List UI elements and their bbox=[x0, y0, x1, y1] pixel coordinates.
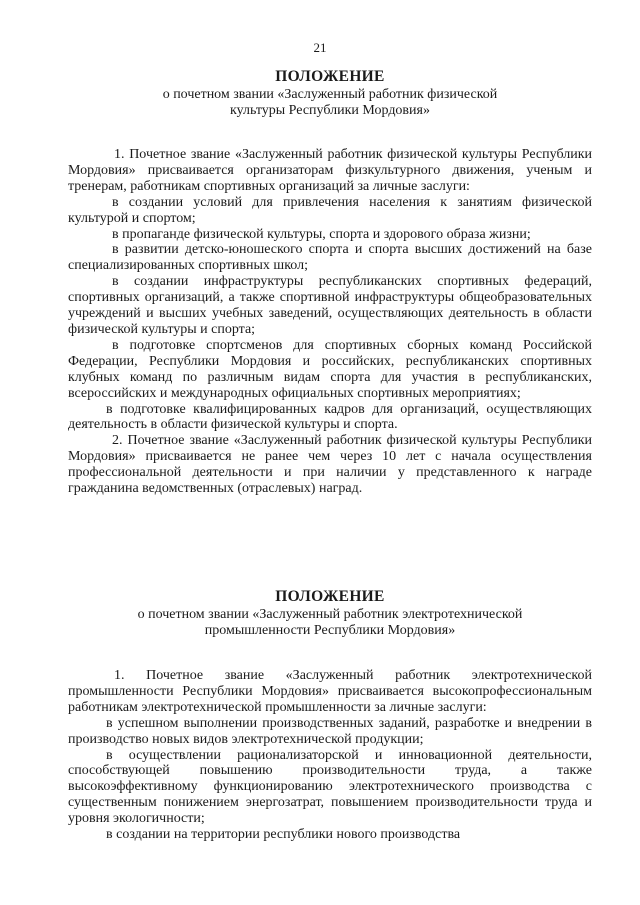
section-subtitle bbox=[68, 607, 592, 639]
paragraph: в пропаганде физической культуры, спорта и здорового образа жизни; bbox=[112, 226, 531, 242]
section-body bbox=[68, 668, 592, 843]
section-title: ПОЛОЖЕНИЕ bbox=[275, 588, 385, 605]
paragraph: в успешном выполнении производственных заданий, разработке и внедрении в производство новых видов электротехнической продукции; bbox=[68, 715, 592, 747]
paragraph: 1. Почетное звание «Заслуженный работник электротехнической промышленности Республики Мордовия» присваивается высокопрофессиональным работникам электротехнической промышленности за личные заслуги: bbox=[68, 668, 592, 715]
paragraph: 1. Почетное звание «Заслуженный работник физической культуры Республики Мордовия» присваивается организаторам физкультурного движения, ученым и тренерам, работникам спортивных организаций за личные заслуги: bbox=[68, 147, 592, 194]
subtitle-line: о почетном звании «Заслуженный работник физической bbox=[162, 87, 498, 102]
paragraph: в создании условий для привлечения населения к занятиям физической культурой и спортом; bbox=[68, 194, 592, 226]
subtitle-line: культуры Республики Мордовия» bbox=[230, 103, 430, 118]
paragraph: в создании инфраструктуры республиканских спортивных федераций, спортивных организаций, а также спортивной инфраструктуры общеобразовательных учреждений и высших учебных заведений, осуществляющих деятельность в области физической культуры и спорта; bbox=[68, 274, 592, 337]
paragraph: в подготовке квалифицированных кадров для организаций, осуществляющих деятельность в области физической культуры и спорта. bbox=[68, 401, 592, 433]
subtitle-line: промышленности Республики Мордовия» bbox=[204, 623, 456, 638]
page-number: 21 bbox=[313, 40, 327, 55]
section-title: ПОЛОЖЕНИЕ bbox=[275, 68, 385, 85]
subtitle-line: о почетном звании «Заслуженный работник электротехнической bbox=[137, 607, 523, 622]
paragraph: в осуществлении рационализаторской и инновационной деятельности, способствующей повышению производительности труда, а также высокоэффективному функционированию электротехнического производства с существенным понижением энергозатрат, повышением производительности труда и уровня экологичности; bbox=[68, 747, 592, 827]
paragraph: 2. Почетное звание «Заслуженный работник физической культуры Республики Мордовия» присваивается не ранее чем через 10 лет с начала осуществления профессиональной деятельности и при наличии у представленного к награде гражданина ведомственных (отраслевых) наград. bbox=[68, 433, 592, 497]
section-body bbox=[68, 147, 592, 497]
section-subtitle bbox=[68, 87, 592, 119]
regulation-section-physical-culture bbox=[68, 68, 592, 497]
paragraph: в развитии детско-юношеского спорта и спорта высших достижений на базе специализированных спортивных школ; bbox=[68, 242, 592, 274]
regulation-section-electrotechnical bbox=[68, 588, 592, 843]
paragraph: в создании на территории республики нового производства bbox=[106, 827, 461, 843]
paragraph: в подготовке спортсменов для спортивных сборных команд Российской Федерации, Республики Мордовия и российских, республиканских спортивных клубных команд по различным видам спорта для участия в республиканских, всероссийских и международных официальных спортивных мероприятиях; bbox=[68, 337, 592, 401]
